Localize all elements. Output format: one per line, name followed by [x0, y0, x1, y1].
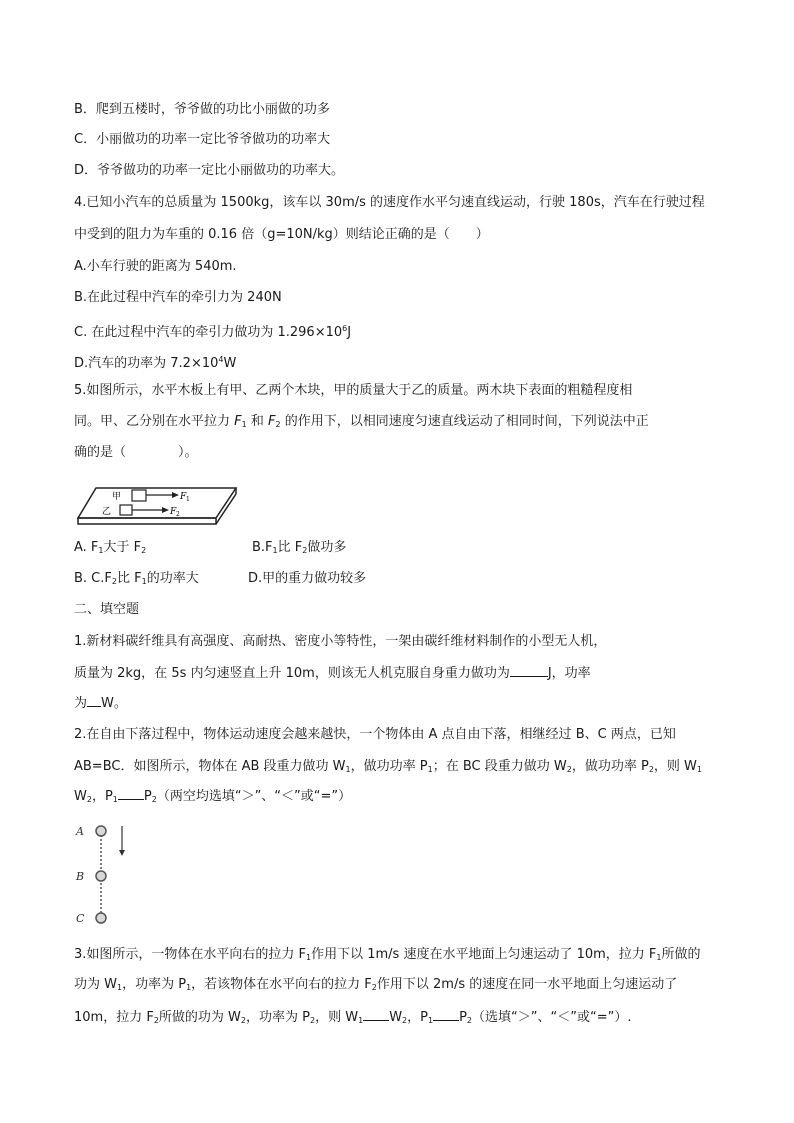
fill2-line2 — [74, 758, 702, 779]
q4-option-b: B.在此过程中汽车的牵引力为 240N — [74, 290, 282, 305]
block-jia — [132, 490, 146, 501]
q5-force-f2: F — [267, 414, 276, 429]
sub: 2 — [240, 1016, 247, 1025]
sub: 1 — [186, 983, 192, 992]
label-f1-sub: 1 — [186, 496, 190, 503]
fill3-text: W — [389, 1010, 403, 1025]
answer-blank[interactable] — [118, 787, 144, 800]
q5-option-d: D.甲的重力做功较多 — [248, 571, 367, 586]
sub: 1 — [98, 546, 104, 555]
sub: 2 — [402, 1016, 408, 1025]
q4-option-d-exponent: 4 — [218, 355, 224, 364]
q5-force-f2-sub: 2 — [275, 420, 281, 429]
point-c-ball — [96, 913, 106, 923]
sub: 2 — [86, 795, 92, 804]
sub: 1 — [656, 953, 662, 962]
q5-option-c-text: 的功率大 — [146, 571, 199, 586]
fill2-text: W — [74, 789, 87, 804]
q5-stem-line1: 5.如图所示，水平木板上有甲、乙两个木块，甲的质量大于乙的质量。两木块下表面的粗糙程度相 — [74, 383, 633, 398]
q4-option-c — [74, 320, 351, 342]
q4-stem-line1: 4.已知小汽车的总质量为 1500kg，该车以 30m/s 的速度作水平匀速直线运动，行驶 180s，汽车在行驶过程 — [74, 195, 705, 210]
sub: 1 — [696, 765, 703, 774]
fill1-text: 为 — [74, 696, 88, 711]
fill2-line3 — [74, 787, 351, 809]
fill2-text: ，则 W — [653, 759, 697, 774]
q5-force-f1-sub: 1 — [241, 420, 247, 429]
label-f1: F — [180, 492, 187, 502]
label-f2-sub: 2 — [176, 511, 180, 518]
q4-option-d — [74, 351, 236, 373]
sub: 1 — [345, 765, 351, 774]
sub: 2 — [153, 1016, 159, 1025]
fill3-line2 — [74, 976, 677, 997]
sub: 1 — [141, 577, 147, 586]
sub: 2 — [371, 983, 377, 992]
sub: 2 — [566, 765, 572, 774]
board-side — [216, 494, 236, 524]
sub: 2 — [141, 546, 147, 555]
sub: 2 — [302, 546, 308, 555]
fill2-falling-figure — [70, 820, 140, 930]
q4-option-d-unit: W — [223, 356, 237, 371]
fill2-text: P — [143, 789, 152, 804]
answer-blank[interactable] — [510, 664, 548, 677]
fill3-line1 — [74, 946, 701, 967]
label-b: B — [76, 870, 85, 883]
fill3-text: ，功率为 P — [122, 977, 187, 992]
sub: 1 — [358, 1016, 364, 1025]
q3-option-b: B．爬到五楼时，爷爷做的功比小丽做的功多 — [74, 102, 330, 117]
q4-option-c-unit: J — [347, 325, 352, 340]
fill3-text: ，P — [407, 1010, 428, 1025]
fill2-line1: 2.在自由下落过程中，物体运动速度会越来越快，一个物体由 A 点自由下落，相继经过 B、C 两点，已知 — [74, 727, 676, 742]
fill3-text: 功为 W — [74, 977, 117, 992]
fill3-text: 作用下以 1m/s 速度在水平地面上匀速运动了 10m，拉力 F — [311, 947, 657, 962]
label-f2: F — [170, 507, 177, 517]
point-b-ball — [96, 871, 106, 881]
block-yi — [120, 505, 132, 515]
q5-stem-text: 同。甲、乙分别在水平拉力 — [74, 414, 235, 429]
answer-blank[interactable] — [433, 1008, 459, 1021]
sub: 1 — [272, 546, 278, 555]
fill2-text: AB=BC．如图所示，物体在 AB 段重力做功 W — [74, 759, 346, 774]
fill1-text: 质量为 2kg，在 5s 内匀速竖直上升 10m，则该无人机克服自身重力做功为 — [74, 666, 510, 681]
q4-option-c-exponent: 6 — [342, 324, 348, 333]
fill3-text: 所做的 — [661, 947, 701, 962]
label-yi: 乙 — [102, 507, 112, 517]
fill3-text: 所做的功为 W — [158, 1010, 241, 1025]
q5-option-a-text: A. F — [74, 540, 99, 555]
fill3-text: 作用下以 2m/s 的速度在同一水平地面上匀速运动了 — [376, 977, 678, 992]
q4-stem-line2: 中受到的阻力为车重的 0.16 倍（g=10N/kg）则结论正确的是（ ） — [74, 227, 489, 242]
q5-option-c-text: 比 F — [116, 571, 142, 586]
fill1-text: W。 — [101, 696, 127, 711]
fill3-text: （选填“＞”、“＜”或“=”）. — [472, 1010, 632, 1025]
q5-option-b-text: 比 F — [277, 540, 303, 555]
fill3-line3 — [74, 1008, 631, 1030]
fill1-text: J，功率 — [547, 666, 591, 681]
q5-option-a — [74, 539, 146, 560]
answer-blank[interactable] — [363, 1008, 389, 1021]
label-c: C — [76, 912, 85, 925]
section-title-fill-in: 二、填空题 — [74, 602, 140, 617]
fill1-line2 — [74, 664, 591, 683]
answer-blank[interactable] — [87, 694, 101, 707]
sub: 1 — [117, 983, 123, 992]
q5-stem-line2 — [74, 413, 649, 434]
fill2-text: ，P — [91, 789, 113, 804]
fill2-text: （两空均选填“＞”、“＜”或“=”） — [156, 789, 352, 804]
q4-option-d-text: D.汽车的功率为 7.2×10 — [74, 356, 219, 371]
fill3-text: ，则 W — [315, 1010, 359, 1025]
sub: 2 — [648, 765, 654, 774]
sub: 1 — [427, 1016, 434, 1025]
fill2-text: ，做功功率 P — [571, 759, 649, 774]
sub: 2 — [151, 795, 157, 804]
q5-stem-line3: 确的是（ ）。 — [74, 445, 198, 460]
fill2-text: ，做功功率 P — [350, 759, 428, 774]
sub: 1 — [427, 765, 433, 774]
q5-board-figure — [76, 482, 240, 532]
sub: 1 — [306, 953, 312, 962]
sub: 1 — [112, 795, 118, 804]
fill2-text: ；在 BC 段重力做功 W — [432, 759, 567, 774]
fill3-text: 10m，拉力 F — [74, 1010, 154, 1025]
q3-option-c: C．小丽做功的功率一定比爷爷做功的功率大 — [74, 132, 331, 147]
q5-option-c — [74, 570, 199, 591]
fill3-text: P — [459, 1010, 467, 1025]
q5-force-f1: F — [234, 414, 242, 429]
q4-option-c-text: C. 在此过程中汽车的牵引力做功为 1.296×10 — [74, 325, 343, 340]
fill1-line1: 1.新材料碳纤维具有高强度、高耐热、密度小等特性，一架由碳纤维材料制作的小型无人机， — [74, 634, 607, 649]
q5-option-a-text: 大于 F — [103, 540, 142, 555]
fill3-text: ，功率为 P — [246, 1010, 310, 1025]
q4-option-a: A.小车行驶的距离为 540m. — [74, 259, 237, 274]
q3-option-d: D．爷爷做功的功率一定比小丽做功的功率大。 — [74, 163, 345, 178]
q5-option-b-text: B.F — [252, 540, 273, 555]
label-jia: 甲 — [112, 492, 122, 502]
sub: 2 — [466, 1016, 473, 1025]
q5-stem-text: 和 — [246, 414, 268, 429]
sub: 2 — [310, 1016, 316, 1025]
q5-option-b — [252, 539, 346, 560]
board-front — [78, 518, 216, 524]
q5-stem-text: 的作用下，以相同速度匀速直线运动了相同时间，下列说法中正 — [280, 414, 649, 429]
sub: 2 — [111, 577, 117, 586]
fill3-text: 3.如图所示，一物体在水平向右的拉力 F — [74, 947, 307, 962]
q5-option-c-text: B. C.F — [74, 571, 112, 586]
label-a: A — [76, 825, 84, 838]
q5-option-b-text: 做功多 — [307, 540, 347, 555]
fill3-text: ，若该物体在水平向右的拉力 F — [191, 977, 372, 992]
fill1-line3 — [74, 694, 127, 713]
point-a-ball — [96, 826, 106, 836]
